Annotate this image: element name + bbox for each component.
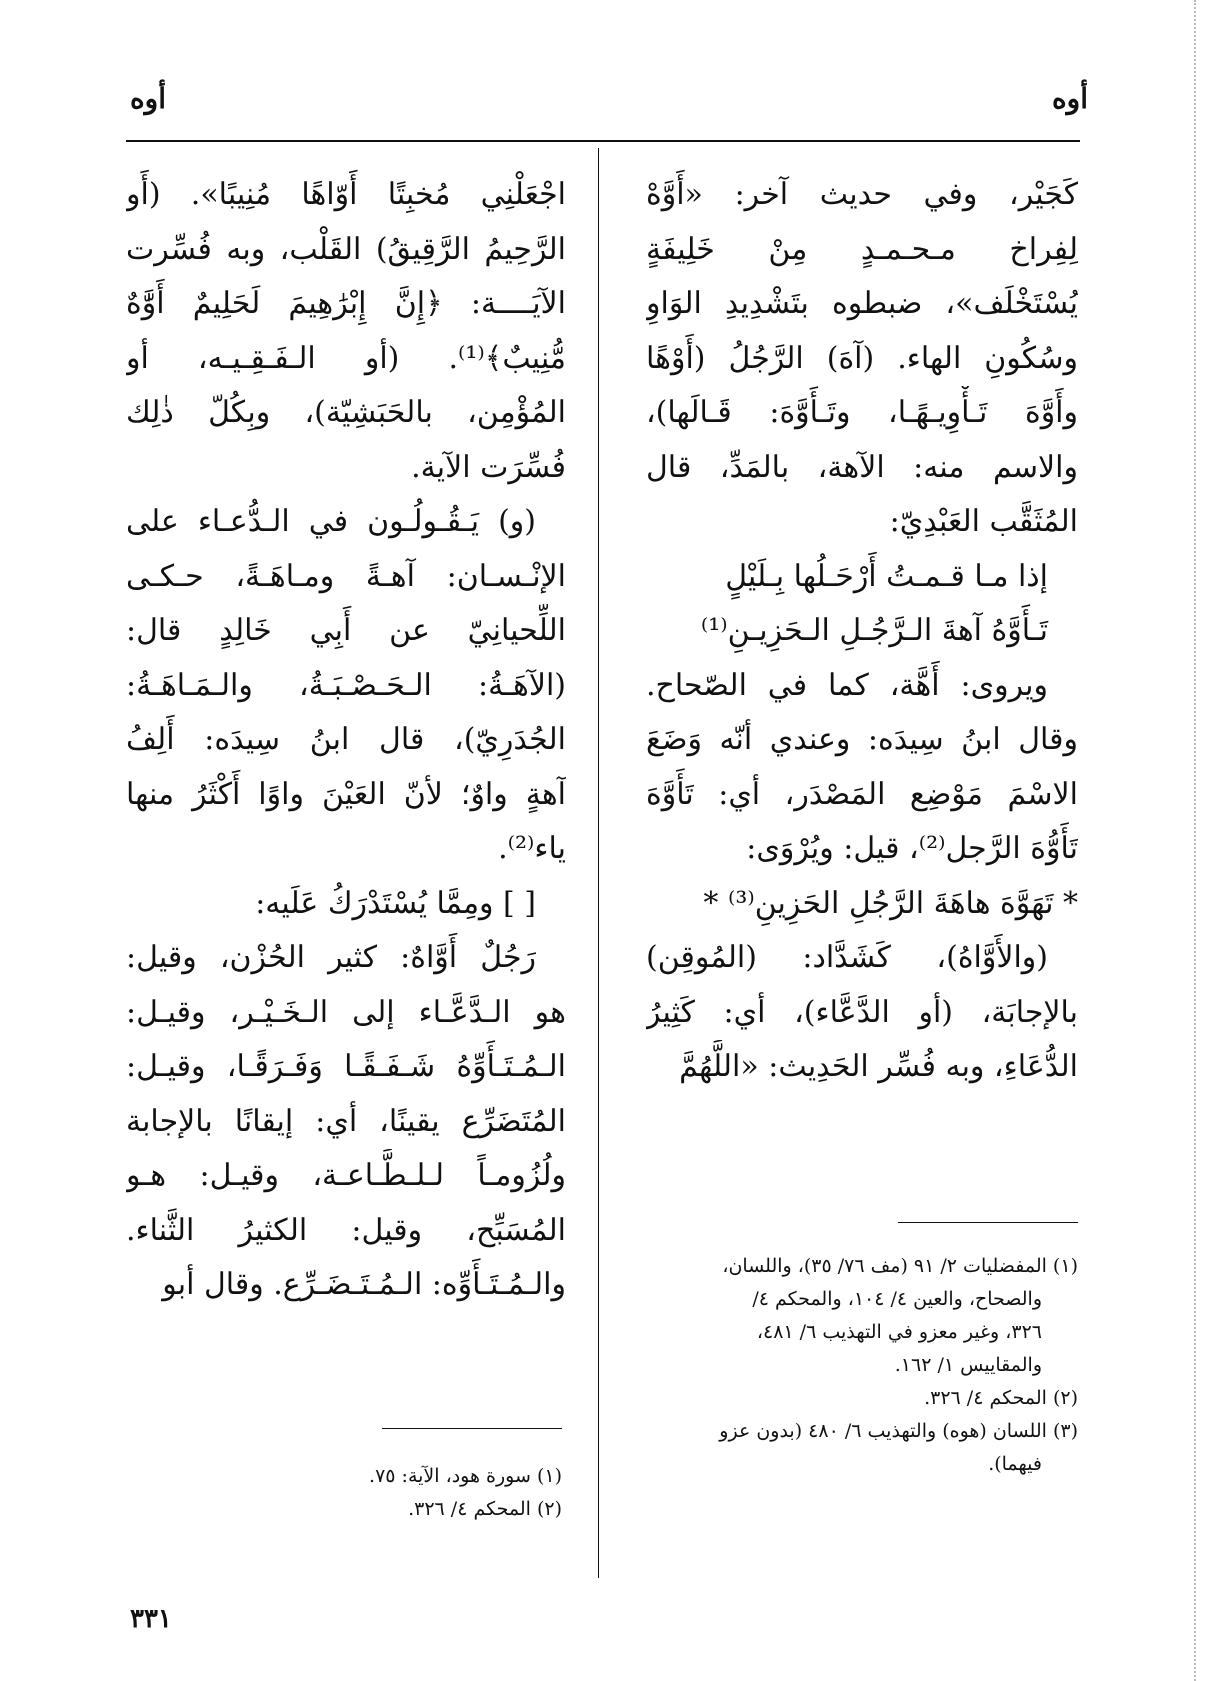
- text-line: رَجُلٌ أَوَّاهٌ: كثير الحُزْن، وقيل:: [126, 940, 536, 975]
- text-line: ويروى: أَهَّة، كما في الصّحاح.: [646, 667, 1048, 703]
- footnote-line: (٢) المحكم ٤/ ٣٢٦.: [408, 1498, 562, 1520]
- text-line: مُّنِيبٌ﴾⁽¹⁾. (أو الـفَـقِـيـه، أو: [126, 340, 566, 376]
- text-line: تَأَوُّهَ الرَّجل⁽²⁾، قيل: ويُرْوَى:: [746, 831, 1078, 866]
- text-line: الإنْـسـان: آهـةً ومـاهَـةً، حـكـى: [126, 558, 566, 594]
- text-line: وسُكُونِ الهاء. (آهَ) الرَّجُلُ (أَوْهًا: [646, 340, 1078, 376]
- text-line: الرَّحِيمُ الرَّقِيقُ) القَلْب، وبه فُسِّرت: [126, 231, 566, 267]
- text-line: بالإجابَة، (أو الدَّعَّاء)، أي: كَثِيرُ: [646, 994, 1078, 1030]
- scan-edge-dots: [1194, 0, 1196, 1681]
- text-line: * تَهَوَّهَ هاهَةَ الرَّجُلِ الحَزِينِ⁽³⁾ *: [703, 885, 1078, 921]
- text-line: (و) يَـقُـولُـون في الـدُّعـاء على: [126, 504, 536, 539]
- text-line: وأَوَّهَ تَـأْوِيـهًـا، وتَـأَوَّهَ: قَـالَها)،: [646, 395, 1078, 430]
- text-line: الجُدَرِيّ)، قال ابنُ سِيدَه: أَلِفُ: [126, 722, 566, 757]
- text-line: المُسَبِّح، وقيل: الكثيرُ الثَّناء.: [126, 1212, 566, 1248]
- footnote-line: والمقاييس ١/ ١٦٢.: [894, 1354, 1042, 1376]
- page-number: ٣٣١: [130, 1604, 172, 1634]
- text-line: والاسم منه: الآهة، بالمَدِّ، قال: [646, 449, 1078, 485]
- text-line: فُسِّرَت الآية.: [411, 449, 566, 485]
- text-line: [ ] ومِمَّا يُسْتَدْرَكُ عَلَيه:: [255, 885, 536, 921]
- text-line: (والأَوَّاهُ)، كَشَدَّاد: (المُوقِن): [646, 940, 1048, 975]
- text-line: ياء⁽²⁾.: [498, 831, 566, 866]
- text-line: الاسْمَ مَوْضِع المَصْدَر، أي: تَأَوَّهَ: [646, 776, 1078, 812]
- text-line: (الآهَـةُ: الـحَـصْـبَـةُ، والـمَـاهَـةُ:: [126, 667, 566, 703]
- footnote-line: (١) المفضليات ٢/ ٩١ (مف ٧٦/ ٣٥)، واللسان،: [722, 1255, 1078, 1277]
- text-line: الآيَــــة: ﴿إِنَّ إِبْرَٰهِيمَ لَحَلِيمٌ أَوَّٰهٌ: [126, 286, 566, 321]
- footnote-line: والصحاح، والعين ٤/ ١٠٤، والمحكم ٤/: [752, 1288, 1042, 1310]
- column-divider: [598, 148, 599, 1578]
- text-line: المُؤْمِن، بالحَبَشِيّة)، وبِكُلّ ذٰلِك: [126, 395, 566, 430]
- footnotes-right: [638, 1250, 1078, 1481]
- text-line: إذا مـا قـمـتُ أَرْحَـلُها بِـلَيْلٍ: [725, 558, 1048, 594]
- text-line: اللِّحيانِيّ عن أَبِي خَالِدٍ قال:: [126, 613, 566, 648]
- text-line: ولُزُومـاً لـلـطَّـاعـة، وقيـل: هـو: [126, 1158, 566, 1193]
- text-line: الدُّعَاءِ، وبه فُسِّر الحَدِيث: «اللَّهُمَّ: [679, 1049, 1078, 1084]
- left-column: [126, 168, 566, 1313]
- text-line: يُسْتَخْلَف»، ضبطوه بتَشْدِيدِ الوَاوِ: [646, 286, 1078, 321]
- text-line: وقال ابنُ سِيدَه: وعندي أنّه وَضَعَ: [646, 722, 1078, 757]
- footnotes-left: [122, 1460, 562, 1526]
- text-line: لِفِراخ مـحـمـدٍ مِنْ خَلِيفَةٍ: [646, 231, 1078, 267]
- text-line: هو الـدَّعَّـاء إلى الـخَـيْـر، وقيـل:: [126, 994, 566, 1030]
- text-line: الـمُـتَـأَوِّهُ شَـفَـقًـا وَفَـرَقًـا، وقيـل:: [126, 1049, 566, 1084]
- text-line: اجْعَلْنِي مُخبِتًا أَوّاهًا مُنِيبًا». (أَو: [126, 177, 566, 212]
- footnote-line: فيهما).: [988, 1453, 1042, 1475]
- text-line: والـمُـتَـأَوِّه: الـمُـتَـضَـرِّع. وقال أبو: [162, 1267, 566, 1302]
- footnote-line: (١) سورة هود، الآية: ٧٥.: [369, 1465, 562, 1487]
- text-line: المُثَقَّب العَبْدِيّ:: [889, 504, 1078, 539]
- footnote-rule-right: [898, 1222, 1078, 1223]
- footnote-rule-left: [382, 1428, 562, 1429]
- footnote-line: (٢) المحكم ٤/ ٣٢٦.: [924, 1387, 1078, 1409]
- right-column: [646, 168, 1078, 1095]
- text-line: المُتَضَرِّع يقينًا، أي: إيقانًا بالإجابة: [126, 1103, 566, 1139]
- header-rule: [126, 140, 1080, 142]
- text-line: كَجَيْر، وفي حديث آخر: «أَوَّهْ: [646, 177, 1078, 212]
- running-header-right: أوه: [1052, 82, 1088, 115]
- footnote-line: (٣) اللسان (هوه) والتهذيب ٦/ ٤٨٠ (بدون عزو: [719, 1420, 1078, 1442]
- running-header-left: أوه: [130, 82, 166, 115]
- text-line: آهةٍ واوٌ؛ لأنّ العَيْنَ واوًا أَكْثَرُ منها: [126, 776, 566, 812]
- footnote-line: ٣٢٦، وغير معزو في التهذيب ٦/ ٤٨١،: [756, 1321, 1042, 1343]
- text-line: تَـأَوَّهُ آهةَ الـرَّجُـلِ الـحَزِيـنِ⁽¹⁾: [700, 613, 1048, 648]
